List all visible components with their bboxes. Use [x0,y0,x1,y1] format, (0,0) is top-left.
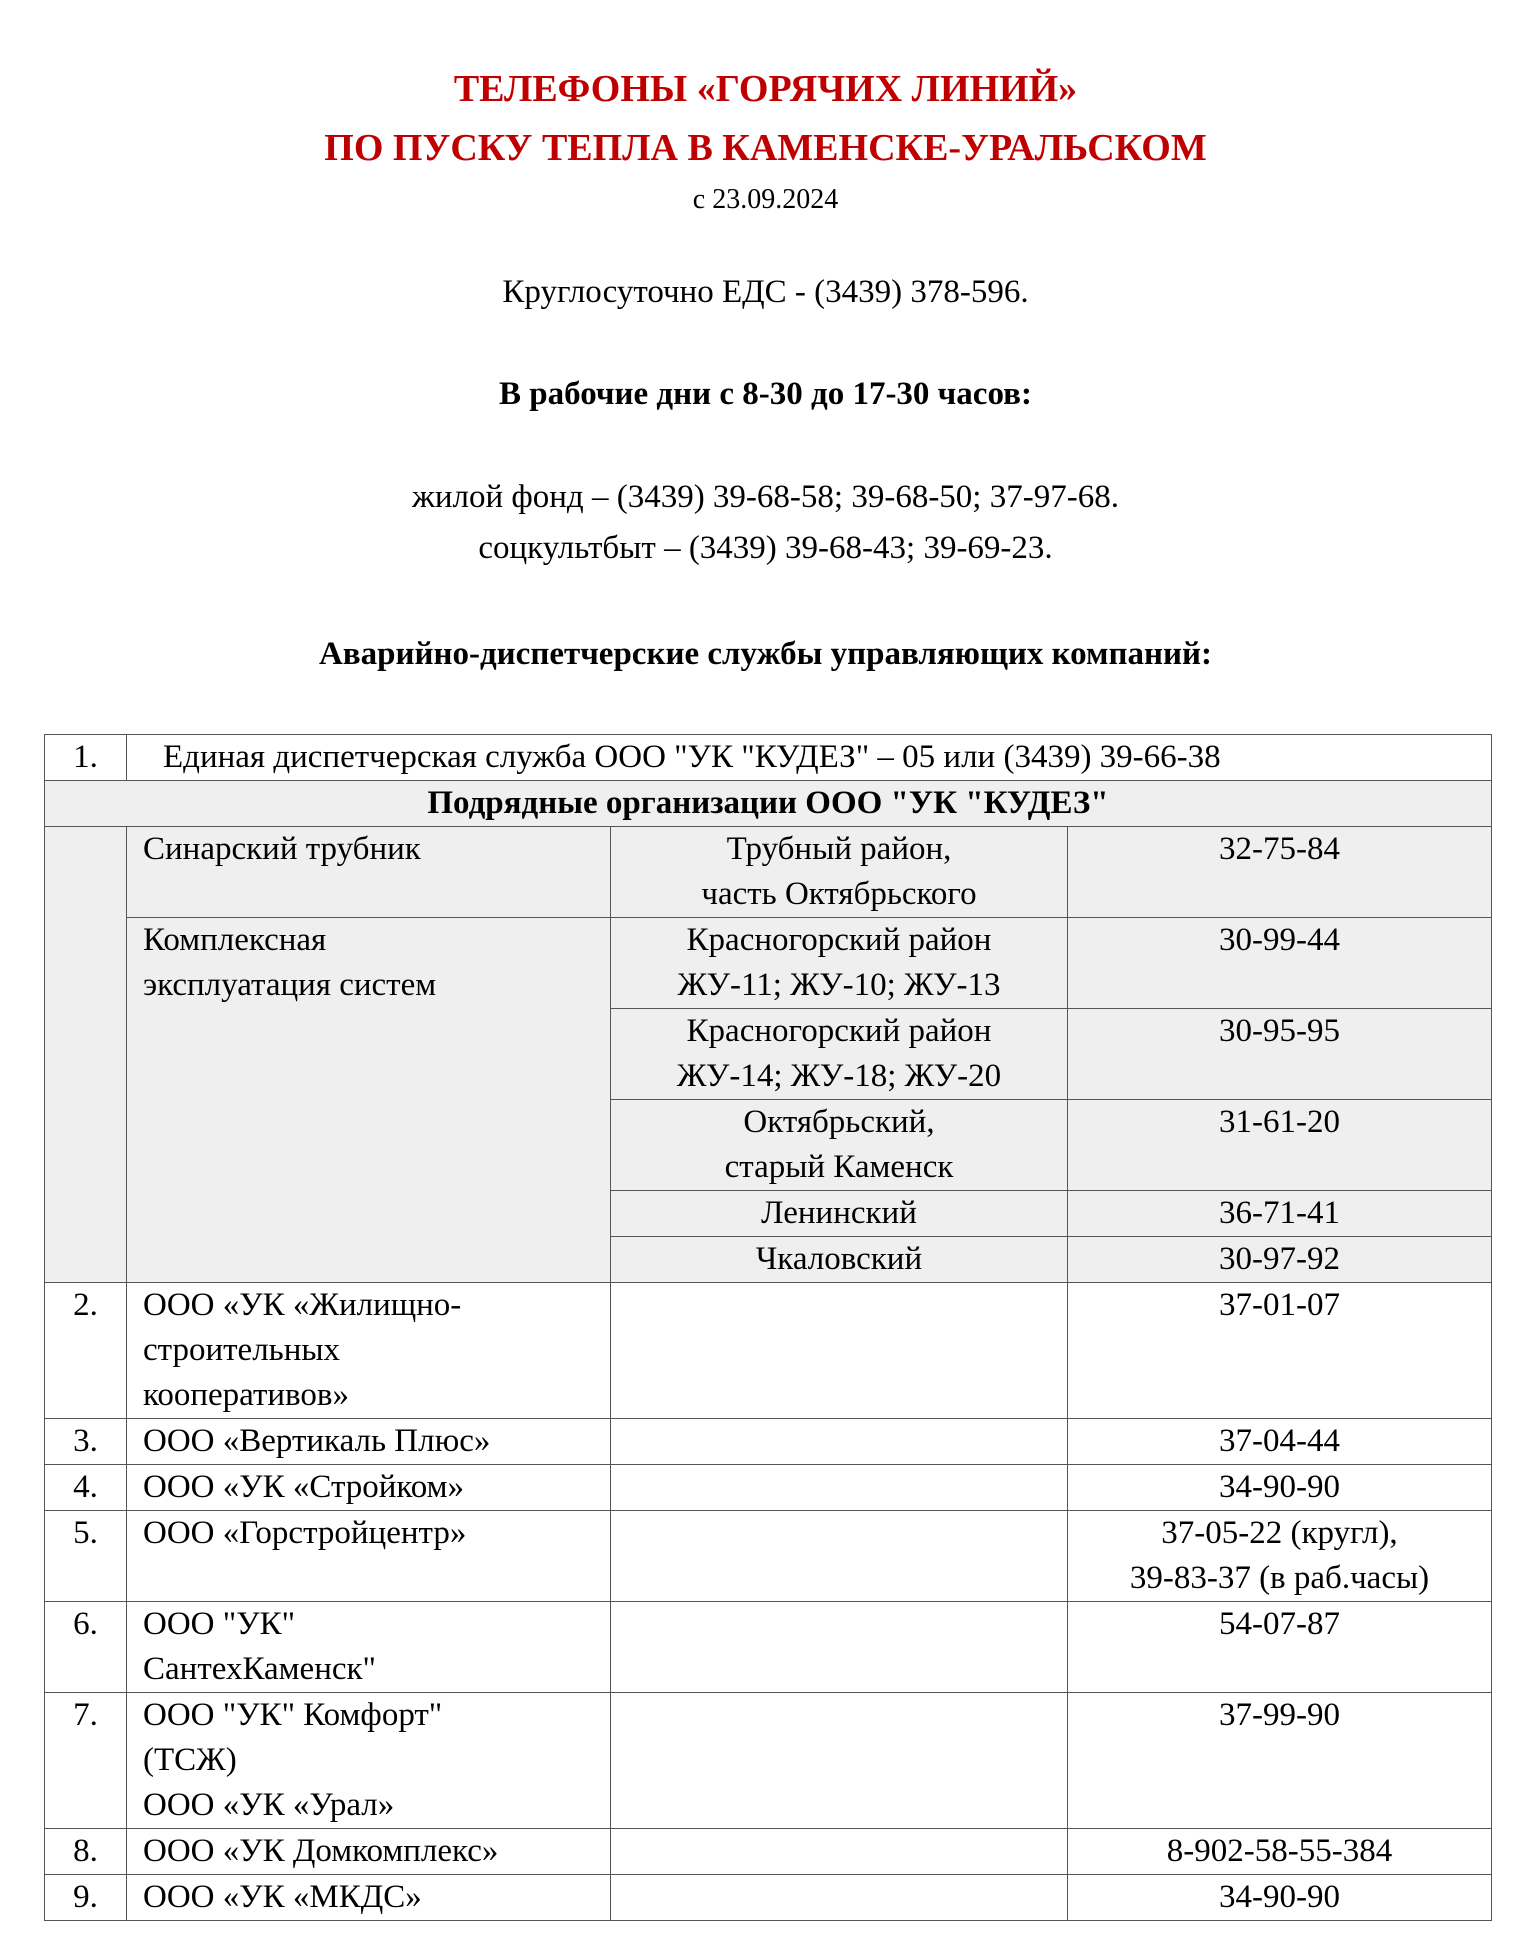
district-line: Октябрьский, [743,1104,935,1140]
title-line-2: ПО ПУСКУ ТЕПЛА В КАМЕНСКЕ-УРАЛЬСКОМ [324,127,1207,169]
phone-number: 32-75-84 [1219,831,1340,867]
phone-number: 34-90-90 [1219,1879,1340,1915]
district-cell [611,1237,1068,1283]
phone-cell [1068,1875,1492,1921]
company-name-cell [127,1465,611,1511]
housing-phones: жилой фонд – (3439) 39-68-58; 39-68-50; 37-97-68. [412,479,1119,515]
hotline-table [44,734,1492,1921]
phone-number: 37-01-07 [1219,1287,1340,1323]
row-number: 9. [45,1875,127,1921]
table-row [45,1465,1492,1511]
empty-district-cell [611,1283,1068,1419]
phone-cell [1068,918,1492,1009]
row-number: 7. [45,1693,127,1829]
table-row [45,827,1492,918]
table-row [45,918,1492,1009]
contractors-subheader: Подрядные организации ООО "УК "КУДЕЗ" [45,781,1492,827]
company-name-line: строительных [143,1332,341,1368]
company-name-line: ООО «Вертикаль Плюс» [143,1423,491,1459]
contractor-name-line: Комплексная [143,922,327,958]
row-number: 3. [45,1419,127,1465]
phone-cell [1068,1191,1492,1237]
empty-district-cell [611,1465,1068,1511]
phone-number: 30-99-44 [1219,922,1340,958]
company-name-cell [127,1511,611,1602]
unified-dispatch-cell [127,735,1492,781]
company-name-cell [127,1283,611,1419]
phone-number: 34-90-90 [1219,1469,1340,1505]
table-row [45,1602,1492,1693]
working-hours-heading: В рабочие дни с 8-30 до 17-30 часов: [499,376,1032,412]
phone-number: 36-71-41 [1219,1195,1340,1231]
phone-cell [1068,1009,1492,1100]
contractor-name-cell [127,918,611,1283]
contractor-name-cell [127,827,611,918]
table-row [45,1829,1492,1875]
district-line: ЖУ-14; ЖУ-18; ЖУ-20 [676,1058,1002,1094]
phone-number: 54-07-87 [1219,1606,1340,1642]
company-name-line: кооперативов» [143,1377,349,1413]
phone-number: 37-99-90 [1219,1697,1340,1733]
phone-cell [1068,1602,1492,1693]
district-line: Чкаловский [755,1241,923,1277]
phone-cell [1068,1237,1492,1283]
phone-number: 8-902-58-55-384 [1166,1833,1393,1869]
empty-district-cell [611,1419,1068,1465]
company-name-cell [127,1829,611,1875]
unified-dispatch-text: Единая диспетчерская служба ООО "УК "КУДЕЗ" – 05 или (3439) 39-66-38 [163,739,1221,775]
table-row [45,1283,1492,1419]
row-number: 1. [45,735,127,781]
contractor-number-cell [45,827,127,1283]
company-name-line: СантехКаменск" [143,1651,377,1687]
company-name-line: ООО «УК «Стройком» [143,1469,465,1505]
district-line: Трубный район, [726,831,952,867]
phone-cell [1068,1511,1492,1602]
company-name-cell [127,1602,611,1693]
company-name-line: ООО "УК" Комфорт" [143,1697,443,1733]
effective-date: с 23.09.2024 [692,184,839,215]
phone-number: 39-83-37 (в раб.часы) [1129,1560,1430,1596]
phone-number: 30-95-95 [1219,1013,1340,1049]
district-line: старый Каменск [724,1149,954,1185]
row-number: 8. [45,1829,127,1875]
company-name-line: ООО «УК «Жилищно- [143,1287,462,1323]
phone-number: 37-05-22 (кругл), [1161,1515,1398,1551]
phone-cell [1068,1283,1492,1419]
table-row [45,1693,1492,1829]
table-row [45,735,1492,781]
phone-cell [1068,1465,1492,1511]
phone-cell [1068,1693,1492,1829]
district-line: Красногорский район [686,922,992,958]
district-cell [611,918,1068,1009]
district-line: Красногорский район [686,1013,992,1049]
phone-number: 30-97-92 [1219,1241,1340,1277]
row-number: 5. [45,1511,127,1602]
district-line: ЖУ-11; ЖУ-10; ЖУ-13 [677,967,1001,1003]
district-cell [611,1009,1068,1100]
district-line: Ленинский [761,1195,917,1231]
company-name-line: ООО «Горстройцентр» [143,1515,467,1551]
company-name-line: ООО "УК" [143,1606,296,1642]
phone-number: 31-61-20 [1219,1104,1340,1140]
phone-cell [1068,1100,1492,1191]
contractor-name-line: эксплуатация систем [143,967,437,1003]
table-row [45,1511,1492,1602]
table-row [45,1419,1492,1465]
table-subheader-row [45,781,1492,827]
eds-hotline: Круглосуточно ЕДС - (3439) 378-596. [502,274,1029,310]
company-name-line: ООО «УК «МКДС» [143,1879,422,1915]
phone-cell [1068,827,1492,918]
district-cell [611,1100,1068,1191]
company-name-cell [127,1693,611,1829]
company-name-line: ООО «УК «Урал» [143,1787,395,1823]
title-line-1: ТЕЛЕФОНЫ «ГОРЯЧИХ ЛИНИЙ» [453,68,1078,110]
empty-district-cell [611,1602,1068,1693]
row-number: 2. [45,1283,127,1419]
district-cell [611,827,1068,918]
row-number: 6. [45,1602,127,1693]
district-line: часть Октябрьского [701,876,977,912]
empty-district-cell [611,1829,1068,1875]
row-number: 4. [45,1465,127,1511]
district-cell [611,1191,1068,1237]
table-row [45,1875,1492,1921]
company-name-cell [127,1875,611,1921]
social-phones: соцкультбыт – (3439) 39-68-43; 39-69-23. [478,530,1053,566]
company-name-line: (ТСЖ) [143,1742,237,1778]
phone-number: 37-04-44 [1219,1423,1340,1459]
empty-district-cell [611,1511,1068,1602]
empty-district-cell [611,1693,1068,1829]
empty-district-cell [611,1875,1068,1921]
emergency-services-heading: Аварийно-диспетчерские службы управляющих компаний: [318,636,1213,672]
company-name-cell [127,1419,611,1465]
contractor-name-line: Синарский трубник [143,831,421,867]
phone-cell [1068,1829,1492,1875]
phone-cell [1068,1419,1492,1465]
company-name-line: ООО «УК Домкомплекс» [143,1833,499,1869]
